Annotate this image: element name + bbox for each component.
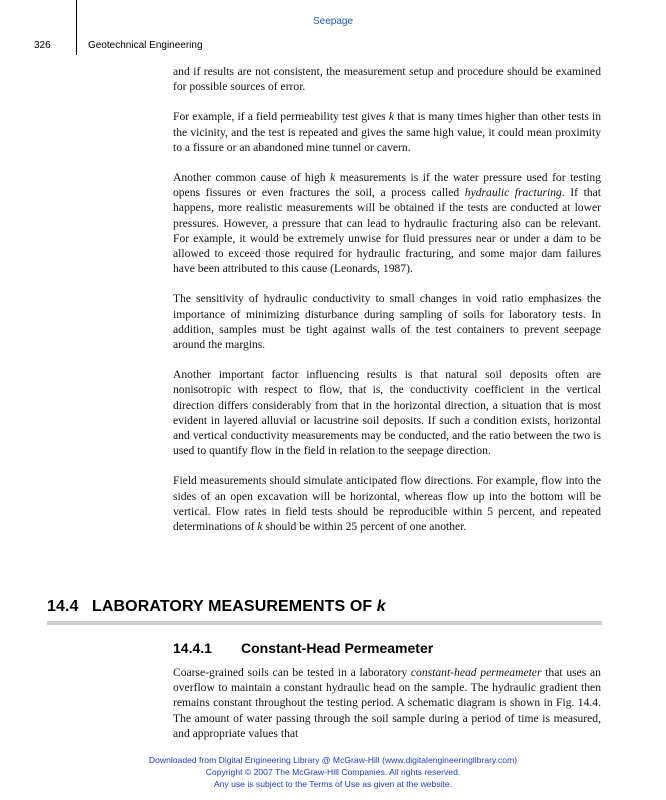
subsection-number: 14.4.1	[173, 640, 212, 656]
section-number: 14.4	[47, 598, 79, 615]
paragraph-3-text-c: . If that happens, more realistic measurements will be obtained if the tests are conducted at lower pressures. However, a pressure that can lead to hydraulic fracturing also can be relevant. For example, it would be extremely unwise for fluid pressures near or under a dam to be allowed to exceed those required for hydraulic fracturing, and some major dam failures have been attributed to this cause (Leonards, 1987).	[173, 186, 601, 276]
section-heading	[47, 598, 602, 625]
paragraph-3	[173, 170, 601, 276]
paragraph-6-text-b: should be within 25 percent of one another.	[262, 520, 467, 534]
running-head: Seepage	[312, 16, 354, 27]
section-title: LABORATORY MEASUREMENTS OF	[92, 598, 377, 615]
term-constant-head-permeameter: constant-head permeameter	[410, 666, 542, 679]
paragraph-2-text-a: For example, if a field permeability test gives	[173, 110, 389, 124]
variable-k: k	[257, 520, 263, 534]
paragraph-3-text-a: Another common cause of high	[173, 171, 331, 185]
paragraph-7	[173, 665, 601, 741]
paragraph-6	[173, 473, 601, 534]
subsection-heading	[173, 640, 601, 656]
paragraph-7-text-b: that uses an overflow to maintain a constant hydraulic head on the sample. The hydraulic gradient then remains constant throughout the testing period. A schematic diagram is shown in Fig. 14.4. The amount of water passing through the soil sample during a period of time is measured, and appropriate values that	[173, 666, 601, 740]
paragraph-5: Another important factor influencing results is that natural soil deposits often are nonisotropic with respect to flow, that is, the conductivity coefficient in the vertical direction differs considerably from that in the horizontal direction, a situation that is most evident in layered alluvial or lacustrine soil deposits. If such a condition exists, horizontal and vertical conductivity measurements may be conducted, and the ratio between the two is used to quantify flow in the field in relation to the seepage direction.	[173, 368, 601, 458]
paragraph-2	[173, 109, 601, 155]
paragraph-2-text-b: that is many times higher than other tests in the vicinity, and the test is repeated and gives the same high value, it could mean proximity to a fissure or an abandoned mine tunnel or cavern.	[173, 110, 601, 154]
footer-download-line: Downloaded from Digital Engineering Library @ McGraw-Hill (www.digitalengineeringlibrary.com)	[148, 755, 518, 765]
book-title: Geotechnical Engineering	[88, 40, 203, 51]
footer-copyright: Copyright © 2007 The McGraw-Hill Companies. All rights reserved.	[205, 767, 461, 777]
term-hydraulic-fracturing: hydraulic fracturing	[464, 186, 562, 200]
footer-terms: Any use is subject to the Terms of Use as given at the website.	[213, 779, 453, 789]
header-divider	[76, 0, 77, 55]
section-title-k: k	[376, 598, 386, 615]
page-number: 326	[34, 40, 51, 51]
subsection-body	[173, 665, 601, 741]
paragraph-7-text-a: Coarse-grained soils can be tested in a laboratory	[173, 666, 411, 679]
paragraph-1: and if results are not consistent, the measurement setup and procedure should be examined for possible sources of error.	[173, 65, 601, 94]
variable-k: k	[388, 110, 394, 124]
subsection-title: Constant-Head Permeameter	[241, 640, 434, 656]
paragraph-6-text-a: Field measurements should simulate anticipated flow directions. For example, flow into the sides of an open excavation will be horizontal, whereas flow up into the bottom will be vertical. Flow rates in field tests should be reproducible within 5 percent, and repeated determinations of	[173, 474, 601, 534]
variable-k: k	[330, 171, 336, 185]
paragraph-3-text-b: measurements is if the water pressure used for testing opens fissures or even fractures the soil, a process called	[173, 171, 601, 200]
footer	[0, 754, 666, 790]
paragraph-4: The sensitivity of hydraulic conductivity to small changes in void ratio emphasizes the importance of minimizing disturbance during sampling of soils for laboratory tests. In addition, samples must be tight against walls of the test containers to prevent seepage around the margins.	[173, 292, 601, 352]
body-text	[173, 64, 601, 549]
